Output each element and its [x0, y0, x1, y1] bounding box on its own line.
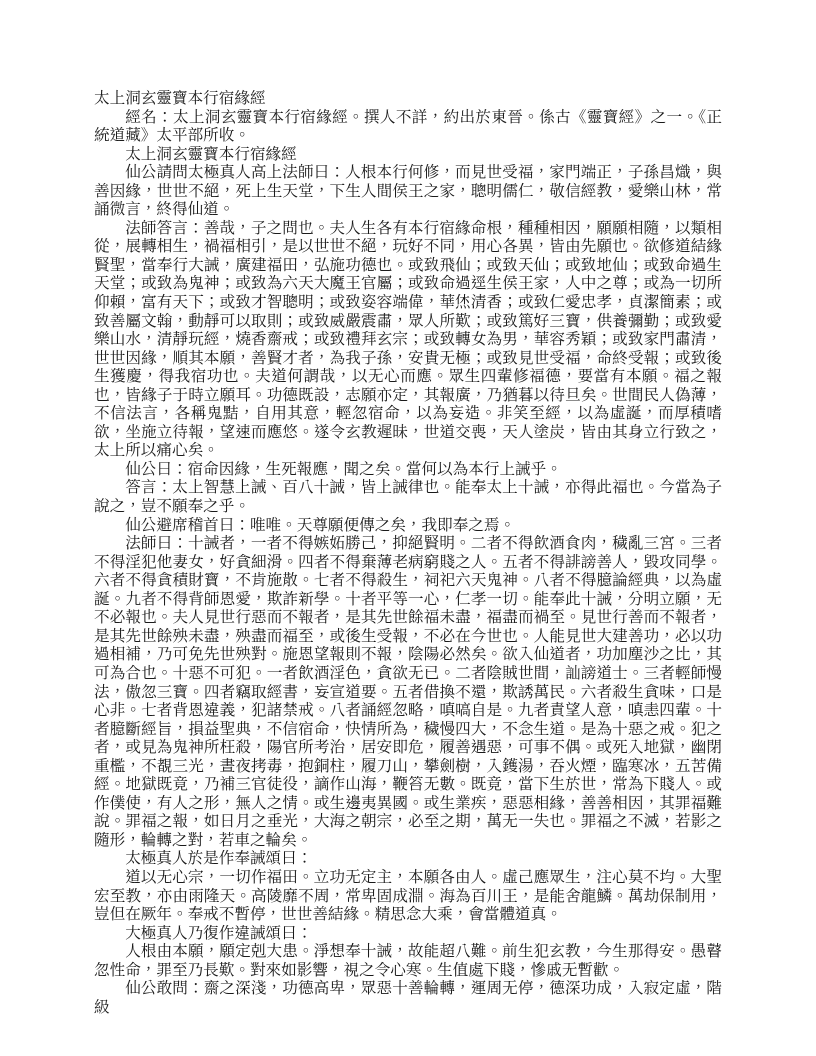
paragraph-xiangong-question: 仙公請問太極真人高上法師曰：人根本行何修，而見世受福，家門端正，子孫昌熾，與善因緣，世世不絕，死上生天堂，下生人間侯王之家，聰明儒仁，敬信經教，愛樂山林，常誦微言，終得仙道。 [94, 164, 722, 219]
colophon-paragraph: 經名：太上洞玄靈寶本行宿緣經。撰人不詳，約出於東晉。係古《靈寶經》之一。《正統道藏》太平部所收。 [94, 108, 722, 145]
document-body [94, 90, 722, 1017]
paragraph-hymn-violate: 人根由本願，願定剋大患。淨想奉十誡，故能超八難。前生犯玄教，今生那得安。愚瞽忽性命，罪至乃長歎。對來如影響，視之令心寒。生值處下賤，慘戚无暫歡。 [94, 943, 722, 979]
document-title: 太上洞玄靈寶本行宿緣經 [94, 90, 266, 107]
paragraph-ten-precepts-list: 法師曰：十誡者，一者不得嫉妬勝己，抑絕賢明。二者不得飲酒食肉，穢亂三宮。三者不得淫犯他妻女，好貪細滑。四者不得棄薄老病窮賤之人。五者不得誹謗善人，毀攻同學。六者不得貪積財寶，不肯施散。七者不得殺生，祠祀六天鬼神。八者不得臆論經典，以為虛誕。九者不得背師恩愛，欺詐新學。十者平等一心，仁孝一切。能奉此十誡，分明立願，无不必報也。夫人見世行惡而不報者，是其先世餘福未盡，福盡而禍至。見世行善而不報者，是其先世餘殃未盡，殃盡而福至，或後生受報，不必在今世也。人能見世大建善功，必以功過相補，乃可免先世殃對。施恩望報則不報，陰陽必然矣。欲入仙道者，功加塵沙之比，其可為合也。十惡不可犯。一者飲酒淫色，貪欲无已。二者陰賊世間，訕謗道士。三者輕師慢法，傲忽三寶。四者竊取經書，妄宣道要。五者借換不還，欺誘萬民。六者殺生貪味，口是心非。七者背恩違義，犯諸禁戒。八者誦經忽略，嗔嗃自是。九者責望人意，嗔恚四輩。十者臆斷經旨，損益聖典，不信宿命，快情所為，穢慢四大，不念生道。是為十惡之戒。犯之者，或見為鬼神所枉殺，陽官所考治，居安即危，履善遇惡，可事不偶。或死入地獄，幽閉重檻，不覩三光，晝夜拷毒，抱銅柱，履刀山，攀劍樹，入鑊湯，吞火煙，臨寒冰，五苦備經。地獄既竟，乃補三官徒役，謫作山海，鞭笞无數。既竟，當下生於世，常為下賤人。或作僕使，有人之形，無人之情。或生邊夷異國。或生業疾，惡惡相緣，善善相因，其罪福難說。罪福之報，如日月之垂光，大海之朝宗，必至之期，萬无一失也。罪福之不滅，若影之隨形，輪轉之對，若車之輪矣。 [94, 535, 722, 849]
paragraph-fashi-answer: 法師答言：善哉，子之問也。夫人生各有本行宿緣命根，種種相因，願願相隨，以類相從，展轉相生，禍福相引，是以世世不絕，玩好不同，用心各異，皆由先願也。欲修道結緣賢聖，當奉行大誡，廣建福田，弘施功德也。或致飛仙；或致天仙；或致地仙；或致命過生天堂；或致為鬼神；或致為六天大魔王官屬；或致命過逕生侯王家，人中之尊；或為一切所仰賴，富有天下；或致才智聰明；或致姿容端偉，華烋清香；或致仁愛忠孝，貞潔簡素；或致善屬文翰，動靜可以取則；或致威嚴震肅，眾人所歎；或致篤好三寶，供養彌勤；或致愛樂山水，清靜玩經，燒香齋戒；或致禮拜玄宗；或致轉女為男，華容秀穎；或致家門肅清，世世因緣，順其本願，善賢才者，為我子孫，安貴无極；或致見世受福，命終受報；或致後生獲慶，得我宿功也。夫道何謂哉，以无心而應。眾生四輩修福德，要當有本願。福之報也，皆緣子于時立願耳。功德既設，志願亦定，其報廣，乃猶暮以待旦矣。世間民人偽薄，不信法言，各稱鬼黠，自用其意，輕忽宿命，以為妄造。非笑至經，以為虛誕，而厚積嗜欲，坐施立待報，望速而應悠。遂令玄教遲昧，世道交喪，天人塗炭，皆由其身立行致之，太上所以痛心矣。 [94, 219, 722, 460]
paragraph-hymn-obey: 道以无心宗，一切作福田。立功无定主，本願各由人。虛己應眾生，注心莫不均。大聖宏至教，亦由雨隆天。高陵靡不周，常卑固成淵。海為百川王，是能舍龍鱗。萬劫保制用，豈但在厥年。奉戒不暫停，世世善結緣。精思念大乘，會當體道真。 [94, 868, 722, 924]
paragraph-xiangong-final-question: 仙公敢問：齋之深淺，功德高卑，眾惡十善輪轉，運周无停，德深功成，入寂定虛，階級 [94, 980, 722, 1016]
section-title: 太上洞玄靈寶本行宿緣經 [125, 145, 297, 163]
paragraph-xiangong-bow: 仙公避席稽首曰：唯唯。天尊願便傳之矣，我即奉之焉。 [125, 516, 516, 534]
paragraph-answer-ten-precepts: 答言：太上智慧上誡、百八十誡，皆上誡律也。能奉太上十誡，亦得此福也。今當為子說之，豈不願奉之乎。 [94, 479, 722, 516]
paragraph-hymn-intro-obey: 太極真人於是作奉誡頌曰： [125, 850, 313, 868]
paragraph-xiangong-remark: 仙公曰：宿命因緣，生死報應，聞之矣。當何以為本行上誡乎。 [125, 460, 562, 478]
paragraph-hymn-intro-violate: 大極真人乃復作違誡頌曰： [125, 924, 313, 942]
